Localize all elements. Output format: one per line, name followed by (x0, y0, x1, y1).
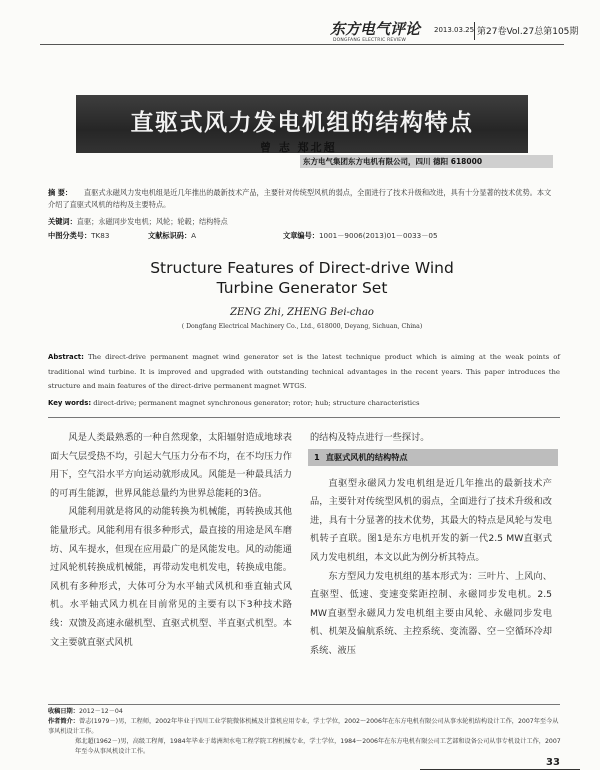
body-paragraph: 东方型风力发电机组的基本形式为：三叶片、上风向、直驱型、低速、变速变桨距控制、永磁同步发电机。2.5 MW直驱型永磁风力发电机组主要由风轮、永磁同步发电机、机架及偏航系统、主控系统、变流器、空－空循环冷却系统、液压 (310, 570, 552, 656)
footnote (48, 707, 563, 757)
article-no-label: 文章编号： (283, 231, 319, 240)
class-value: TK83 (91, 231, 110, 240)
abstract-cn (48, 187, 558, 211)
author-bio-label: 作者简介： (48, 718, 79, 725)
abstract-en-label: Abstract: (48, 353, 84, 361)
issue-date: 2013.03.25 (434, 26, 475, 34)
body-paragraph: 风是人类最熟悉的一种自然现象，太阳辐射造成地球表面大气层受热不均，引起大气压力分布不均，在不均压力作用下，空气沿水平方向运动就形成风。风能是一种最具活力的可再生能源，世界风能总量约为世界总能耗的3倍。 (50, 432, 292, 499)
body-paragraph: 的结构及特点进行一些探讨。 (310, 432, 430, 443)
title-en-line1: Structure Features of Direct-drive Wind (150, 259, 454, 277)
abstract-cn-text: 直驱式永磁风力发电机组是近几年推出的最新技术产品，主要针对传统型风机的弱点，全面进行了技术升级和改进，具有十分显著的技术优势。本文介绍了直驱式风机的结构及主要特点。 (48, 188, 552, 209)
journal-english-name: DONGFANG ELECTRIC REVIEW (333, 38, 406, 43)
affiliation-cn: 东方电气集团东方电机有限公司，四川 德阳 618000 (303, 157, 483, 166)
footnote-rule (48, 704, 560, 705)
keywords-cn-text: 直驱；永磁同步发电机；风轮；轮毂；结构特点 (76, 217, 228, 226)
abstract-cn-label: 摘 要： (48, 188, 73, 197)
keywords-en-label: Key words: (48, 399, 92, 407)
doc-code-value: A (191, 231, 197, 240)
header-rule (40, 44, 564, 45)
received-date: 2012－12－04 (78, 708, 123, 715)
section-title: 直驱式风机的结构特点 (325, 451, 408, 462)
section-heading (308, 449, 558, 466)
header-separator (474, 22, 475, 40)
body-paragraph: 直驱型永磁风力发电机组是近几年推出的最新技术产品，主要针对传统型风机的弱点，全面进行了技术升级和改进，具有十分显著的技术优势，其最大的特点是风轮与发电机转子直联。图1是东方电机开发的新一代2.5 MW直驱式风力发电机组，本文以此为例分析其特点。 (310, 477, 552, 563)
body-paragraph: 风能利用就是将风的动能转换为机械能，再转换成其他能量形式。风能利用有很多种形式，最直接的用途是风车磨坊、风车提水，但现在应用最广的是风能发电。风的动能通过风轮机转换成机械能，再带动发电机发电，转换成电能。风机有多种形式，大体可分为水平轴式风机和垂直轴式风机。水平轴式风力机在目前常见的主要有以下3种技术路线：双馈及高速永磁机型、直驱式机型、半直驱式机型。本文主要就直驱式风机 (50, 506, 292, 648)
body-left-column (50, 429, 292, 652)
abstract-en (48, 350, 560, 394)
authors-cn: 曾 志 郑北超 (260, 141, 337, 154)
abstract-en-text: The direct-drive permanent magnet wind generator set is the latest technique product which is aiming at the weak points of traditional wind turbine. It is improved and upgraded with outstanding technical advantages in the recent years. This paper introduces the structure and main features of the direct-drive permanent magnet WTGS. (48, 353, 560, 390)
class-label: 中图分类号： (48, 231, 92, 240)
keywords-cn (48, 217, 558, 227)
received-label: 收稿日期： (48, 708, 79, 715)
author-bio-2: 郑北超(1962－)男，高级工程师，1984年毕业于葛洲坝水电工程学院工程机械专业，学士学位，1984～2006年在东方电机有限公司工艺部和设备公司从事专机设计工作，2007年至今从事风机设计工作。 (75, 738, 561, 755)
issue-volume: 第27卷Vol.27总第105期 (477, 27, 579, 37)
section-number: 1 (314, 451, 320, 462)
body-right-column (310, 429, 552, 661)
title-en-line2: Turbine Generator Set (216, 279, 388, 297)
keywords-en (48, 399, 560, 407)
keywords-en-text: direct-drive; permanent magnet synchronous generator; rotor; hub; structure characteristics (93, 399, 420, 407)
authors-en: ZENG Zhi, ZHENG Bei-chao (230, 307, 374, 318)
abstract-divider (48, 417, 560, 418)
article-title-cn: 直驱式风力发电机组的结构特点 (130, 110, 474, 136)
article-title-en (80, 258, 524, 298)
doc-code-label: 文献标识码： (148, 231, 192, 240)
author-bio-1: 曾志(1979－)男，工程师，2002年毕业于四川工业学院微体机械及计算机应用专业，学士学位，2002～2006年在东方电机有限公司从事水轮机结构设计工作，2007年至今从事风机设计工作。 (48, 718, 559, 735)
page-number: 33 (546, 757, 560, 768)
affiliation-en: ( Dongfang Electrical Machinery Co., Ltd., 618000, Deyang, Sichuan, China) (181, 323, 423, 330)
journal-logo: 东方电气评论 (330, 20, 421, 38)
article-no-value: 1001－9006(2013)01－0033－05 (318, 231, 438, 240)
keywords-cn-label: 关键词： (48, 217, 77, 226)
